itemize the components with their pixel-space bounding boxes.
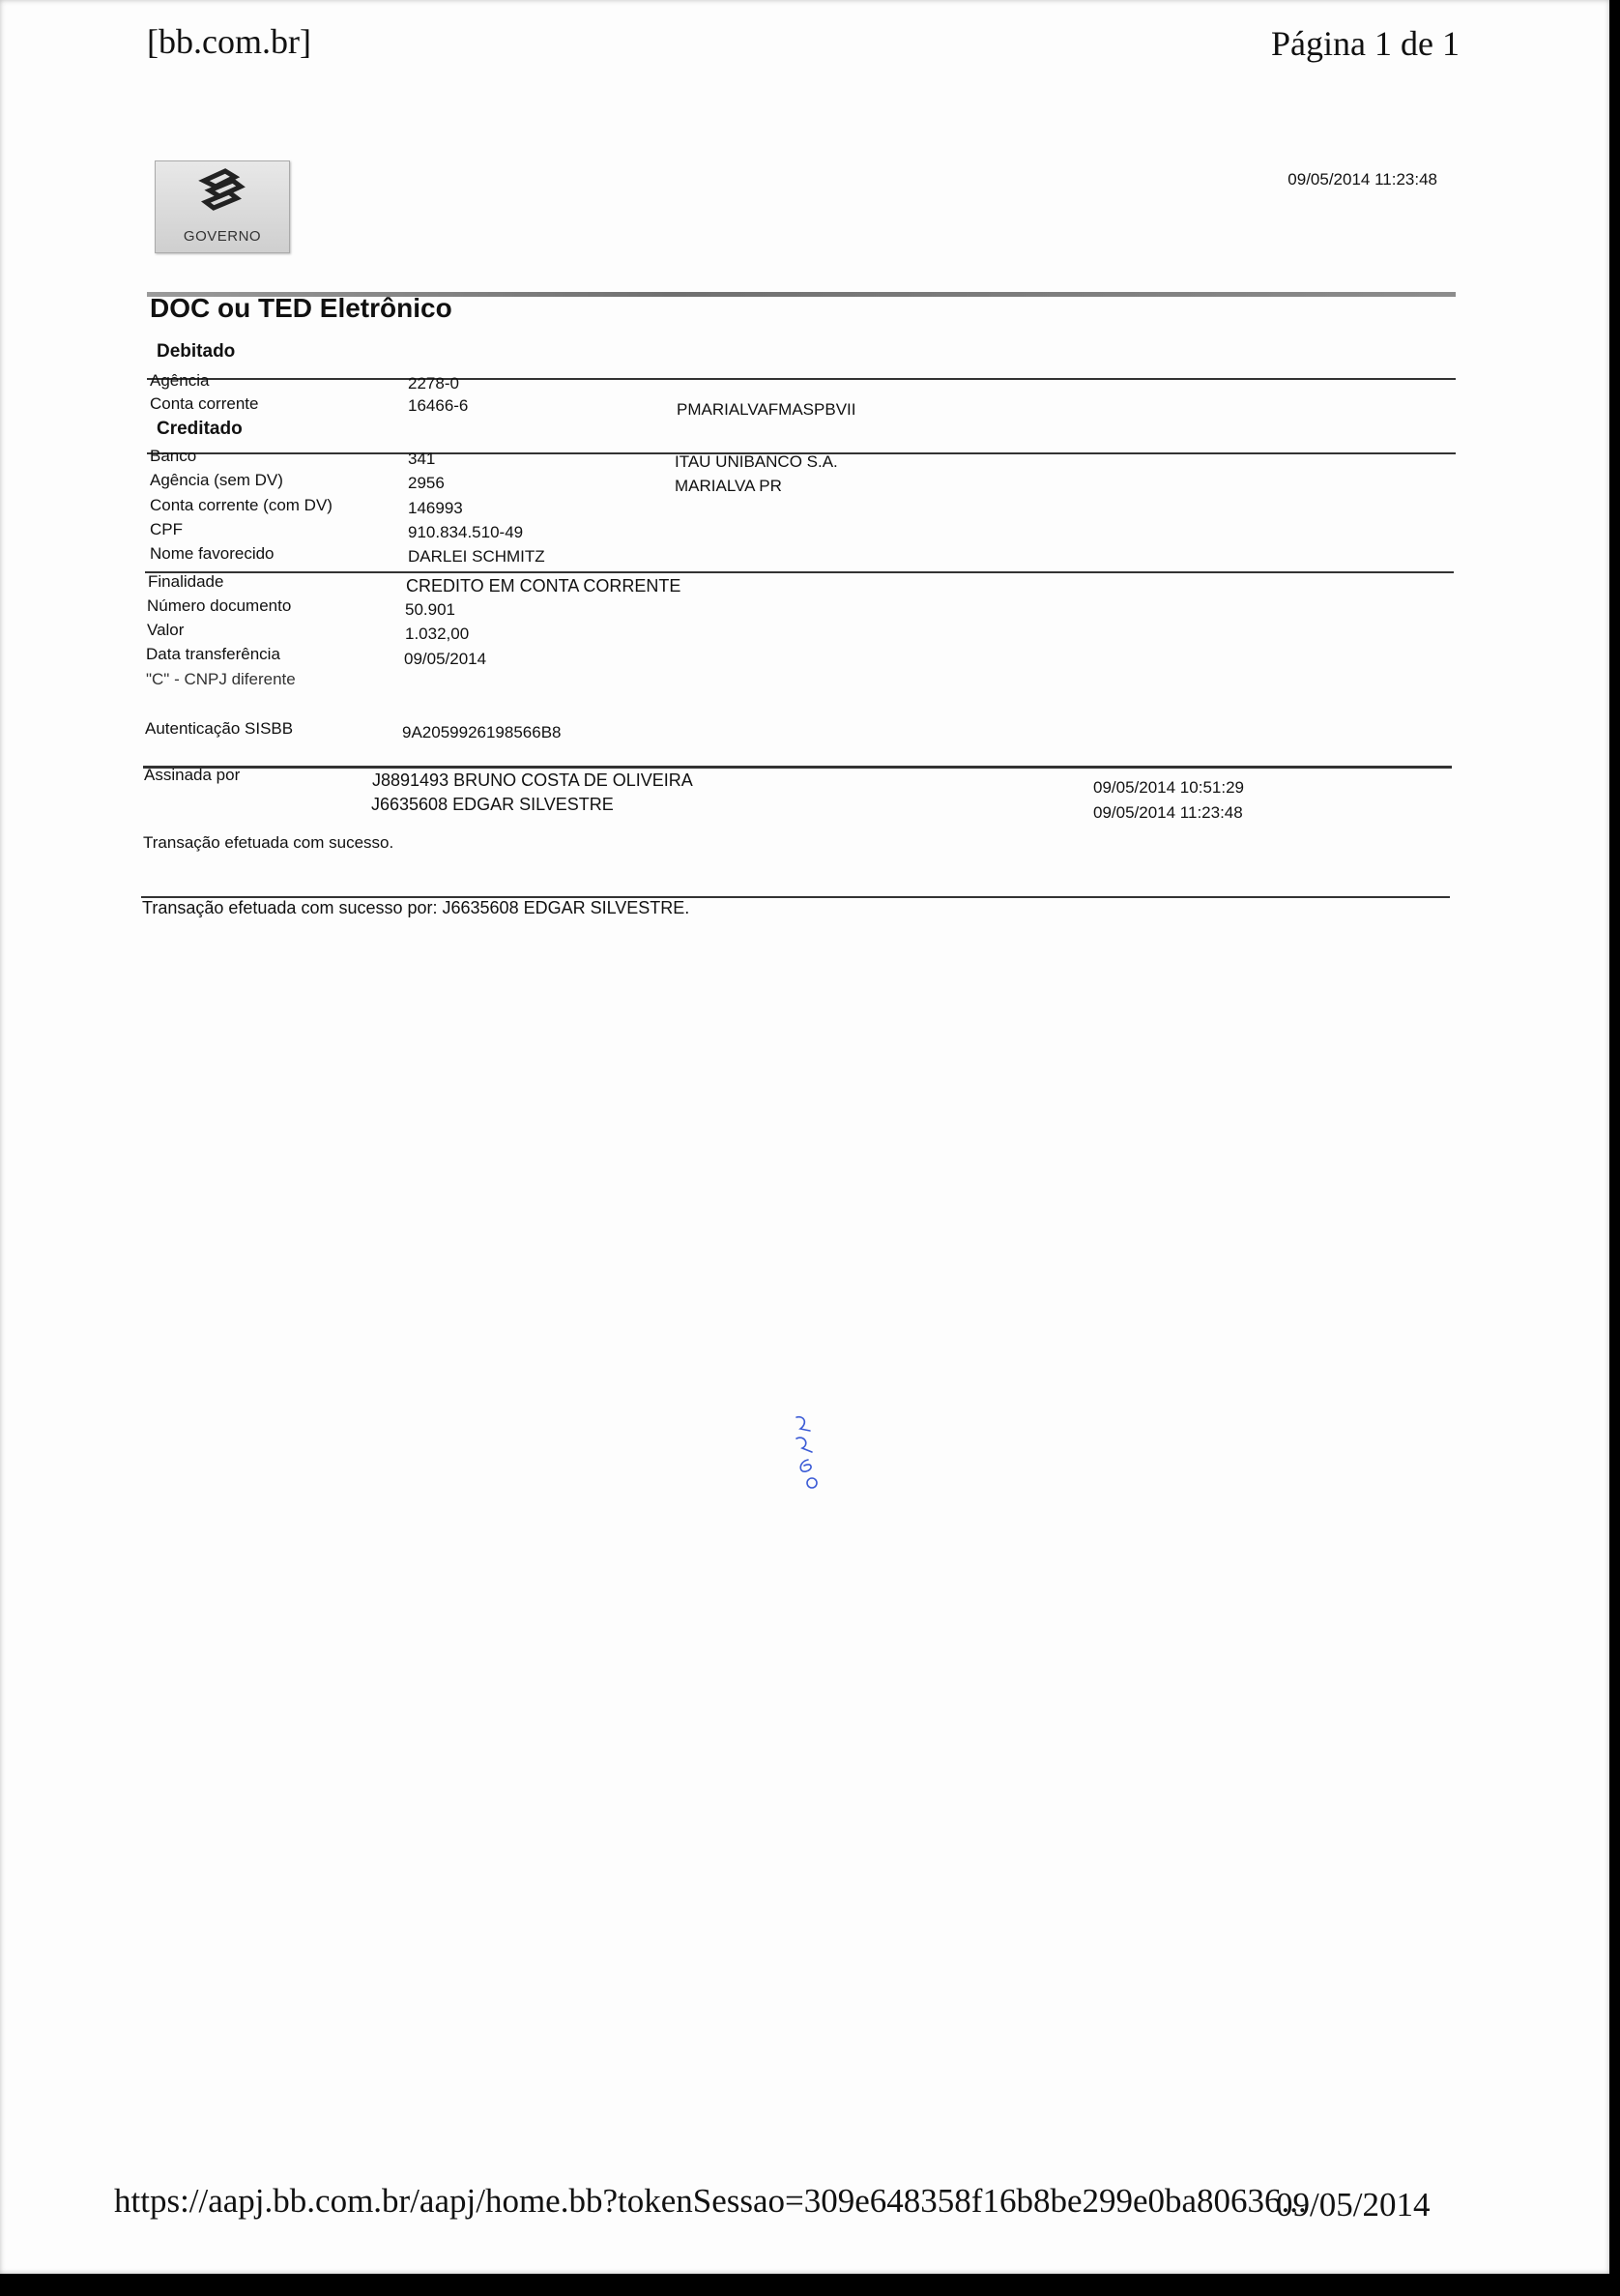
creditado-cpf-value: 910.834.510-49: [408, 523, 524, 541]
creditado-favorecido-value: DARLEI SCHMITZ: [408, 547, 545, 566]
creditado-agencia-cidade: MARIALVA PR: [675, 477, 782, 495]
valor-label: Valor: [147, 621, 185, 639]
creditado-agencia-value: 2956: [408, 474, 445, 492]
data-transferencia-label: Data transferência: [146, 645, 280, 663]
assinada-por-label: Assinada por: [144, 766, 241, 784]
status-message: Transação efetuada com sucesso.: [143, 833, 394, 852]
creditado-conta-label: Conta corrente (com DV): [150, 496, 333, 514]
debitado-agencia-value: 2278-0: [408, 374, 459, 392]
creditado-heading: Creditado: [157, 419, 243, 439]
signer-2-time: 09/05/2014 11:23:48: [1093, 803, 1243, 822]
signer-2: J6635608 EDGAR SILVESTRE: [371, 795, 614, 814]
assinaturas-rule: [143, 766, 1452, 769]
debitado-conta-label: Conta corrente: [150, 394, 259, 413]
finalidade-value: CREDITO EM CONTA CORRENTE: [406, 576, 681, 596]
footer-url: https://aapj.bb.com.br/aapj/home.bb?tokenSessao=309e648358f16b8be299e0ba80636...: [114, 2182, 1307, 2220]
header-site: [bb.com.br]: [147, 22, 311, 61]
creditado-banco-value: 341: [408, 450, 436, 468]
handwritten-mark-drawing: [791, 1413, 829, 1500]
status-footer-message: Transação efetuada com sucesso por: J6635608 EDGAR SILVESTRE.: [142, 898, 690, 917]
creditado-agencia-label: Agência (sem DV): [150, 471, 283, 489]
logo-caption: GOVERNO: [183, 228, 262, 245]
finalidade-label: Finalidade: [148, 572, 224, 591]
debitado-agencia-label: Agência: [150, 371, 210, 390]
creditado-favorecido-label: Nome favorecido: [150, 544, 275, 563]
debitado-heading: Debitado: [157, 341, 236, 362]
creditado-conta-value: 146993: [408, 499, 463, 517]
documento-label: Número documento: [147, 596, 292, 615]
autenticacao-value: 9A2059926198566B8: [402, 723, 562, 741]
document-title: DOC ou TED Eletrônico: [150, 293, 452, 323]
bb-logo-icon: [196, 167, 248, 216]
creditado-banco-nome: ITAU UNIBANCO S.A.: [675, 452, 838, 471]
debitado-rule: [147, 378, 1456, 380]
creditado-cpf-label: CPF: [150, 520, 183, 538]
autenticacao-label: Autenticação SISBB: [145, 719, 294, 738]
valor-value: 1.032,00: [405, 625, 470, 643]
detalhes-rule: [145, 571, 1454, 573]
signer-1: J8891493 BRUNO COSTA DE OLIVEIRA: [372, 770, 693, 790]
signer-1-time: 09/05/2014 10:51:29: [1093, 778, 1244, 797]
creditado-banco-label: Banco: [150, 447, 197, 465]
data-transferencia-value: 09/05/2014: [404, 650, 487, 668]
cnpj-note: "C" - CNPJ diferente: [146, 670, 296, 688]
print-timestamp: 09/05/2014 11:23:48: [1287, 170, 1437, 189]
handwritten-mark: [791, 1413, 829, 1500]
debitado-conta-value: 16466-6: [408, 396, 469, 415]
header-page-indicator: Página 1 de 1: [1271, 24, 1460, 63]
bb-governo-logo: [155, 160, 290, 253]
documento-value: 50.901: [405, 600, 455, 619]
debitado-conta-nome: PMARIALVAFMASPBVII: [677, 400, 856, 419]
footer-date: 09/05/2014: [1276, 2186, 1431, 2223]
